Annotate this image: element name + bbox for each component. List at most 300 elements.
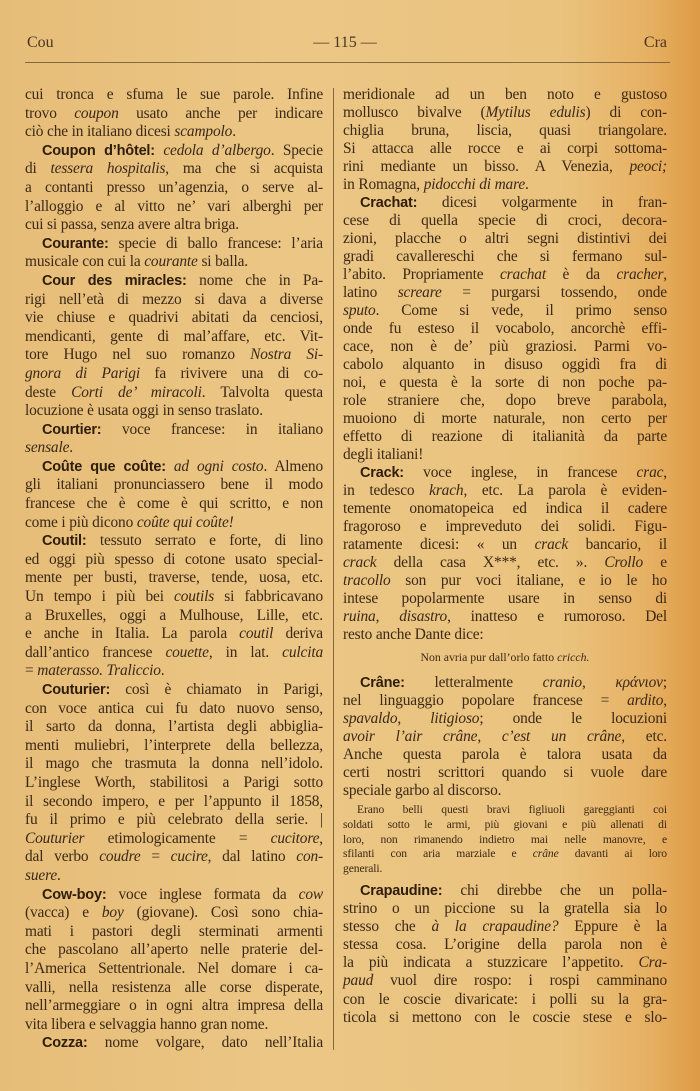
text-segment: ,	[375, 608, 400, 625]
text-segment: in Romagna,	[343, 176, 424, 193]
text-line	[343, 746, 667, 764]
headword: Coupon d’hôtel:	[42, 142, 155, 159]
text-segment: l’abito. Propriamente	[343, 266, 500, 283]
entry-first-line	[25, 235, 323, 254]
text-segment: cace, non è de’ più graziosi. Parmi vo-	[343, 338, 667, 355]
text-segment: certi nostri scrittori quando si vuole dare	[343, 764, 667, 781]
text-segment: rini mediante un bisso. A Venezia,	[343, 158, 630, 175]
text-line	[25, 495, 323, 514]
text-segment: nel linguaggio popolare francese =	[343, 692, 628, 709]
running-head-right: Cra	[643, 34, 667, 51]
text-line	[343, 572, 667, 590]
text-line	[343, 140, 667, 158]
text-segment: degli italiani!	[343, 446, 424, 463]
crane-citation	[343, 803, 667, 877]
text-segment: soldati sotto le armi, più giovani e più allenati di	[343, 817, 667, 831]
column-divider	[333, 88, 334, 1050]
italic-text: paud	[343, 972, 374, 990]
text-line	[25, 476, 323, 495]
text-line	[25, 309, 323, 328]
text-segment: fragoroso e impreveduto dei solidi. Figu-	[343, 518, 667, 535]
text-line	[25, 718, 323, 737]
text-segment: generali.	[343, 862, 383, 876]
text-segment: loro, non rimanendo indietro mai nelle manovre, e	[343, 832, 667, 846]
text-segment: . Almeno	[263, 457, 324, 475]
text-segment: .	[160, 662, 165, 680]
text-segment: ciò che in italiano dicesi	[25, 123, 175, 141]
italic-text: κράνιον	[615, 674, 663, 691]
text-line	[343, 536, 667, 554]
italic-text: coutil	[239, 625, 274, 643]
text-line	[25, 774, 323, 793]
text-segment: tore Hugo nel suo romanzo	[25, 346, 251, 364]
text-segment: . Come si vede, il primo senso	[375, 302, 667, 319]
italic-text: con-	[296, 848, 324, 866]
text-line	[343, 482, 667, 500]
text-segment: gradi cavallereschi che si fermano sul-	[343, 248, 667, 265]
text-line	[343, 392, 667, 410]
italic-text: Couturier	[25, 829, 85, 847]
text-segment: etimologicamente =	[84, 829, 271, 847]
text-segment: in tedesco	[343, 482, 430, 499]
text-line	[343, 212, 667, 230]
text-segment: con voce antica cui fu dato nuovo senso,	[25, 699, 323, 717]
italic-text: Mytilus edulis	[485, 104, 586, 121]
text-segment: tessuto serrato e forte, di lino	[86, 532, 323, 550]
text-segment: bancario, il	[568, 536, 667, 553]
text-segment: fu il primo e più celebrato della serie. |	[25, 811, 323, 829]
text-line	[343, 918, 667, 936]
text-line	[25, 811, 323, 830]
italic-text: peoci;	[629, 158, 667, 175]
text-line	[343, 954, 667, 972]
text-segment: cui si passa, senza avere altra briga.	[25, 216, 239, 234]
text-line	[25, 216, 323, 235]
text-line	[25, 904, 323, 923]
headword: Crapaudine:	[360, 883, 443, 899]
italic-text: Nostra Si-	[250, 346, 324, 364]
entry-first-line	[25, 458, 323, 477]
text-segment: latino	[343, 284, 398, 301]
text-line	[343, 500, 667, 518]
text-segment: temente onomatopeica ed indica il cadere	[343, 500, 667, 517]
text-segment: valli, nella resistenza alle corse disperate,	[25, 978, 323, 996]
italic-text: crachat	[500, 266, 546, 283]
text-segment: voce inglese, in francese	[403, 464, 637, 481]
text-segment: L’inglese Worth, stabilitosi a Parigi sotto	[25, 773, 323, 791]
text-segment: , ma che si acquista	[165, 160, 323, 178]
text-line	[343, 428, 667, 446]
text-line	[343, 554, 667, 572]
text-segment: ratamente dicesi: « un	[343, 536, 535, 553]
text-line	[343, 626, 667, 644]
text-segment: vie chiuse e quadrivi abitati da cenciosi,	[25, 309, 323, 327]
text-segment: vita libera e selvaggia hanno gran nome.	[25, 1015, 269, 1033]
italic-text: coupon	[74, 104, 119, 122]
text-segment: Eppure è la	[558, 918, 667, 936]
text-segment: la più indicata a stuzzicare l’appetito.	[343, 954, 639, 972]
headword: Coutil:	[42, 533, 87, 550]
entry-first-line	[25, 1034, 323, 1053]
text-line	[25, 384, 323, 403]
text-segment: con le coscie divaricate: i polli su la gra-	[343, 990, 667, 1008]
text-line	[343, 176, 667, 194]
text-segment: si fabbricavano	[214, 588, 323, 606]
text-line	[343, 818, 667, 833]
text-segment: resto anche Dante dice:	[343, 626, 484, 643]
italic-text: gnora di Parigi	[25, 364, 140, 382]
running-head-left: Cou	[27, 34, 54, 51]
text-line	[25, 941, 323, 960]
text-segment: menti muliebri, l’interprete della bellezza,	[25, 736, 323, 754]
text-segment: deriva	[273, 625, 323, 643]
text-segment: ,	[397, 710, 431, 727]
text-line	[343, 991, 667, 1009]
text-segment: mollusco bivalve (	[343, 104, 486, 121]
text-segment: fa rivivere una di co-	[139, 364, 323, 382]
text-line	[25, 588, 323, 607]
headword: Cow-boy:	[42, 886, 107, 903]
italic-text: crac	[636, 464, 664, 481]
text-line	[343, 782, 667, 800]
text-segment: così è chiamato in Parigi,	[110, 681, 323, 698]
text-line	[343, 230, 667, 248]
text-segment: .	[232, 123, 236, 141]
text-segment: strino o un piccione su la gratella sia lo	[343, 900, 667, 918]
text-segment: vuol dire rospo: i rospi camminano	[373, 972, 667, 990]
text-segment: nome volgare, dato nell’Italia	[87, 1034, 323, 1052]
text-line	[343, 692, 667, 710]
italic-text: materasso. Traliccio	[37, 662, 161, 680]
text-line	[343, 122, 667, 140]
text-segment: .	[69, 439, 73, 457]
text-segment: Un tempo i più bei	[25, 588, 175, 606]
text-segment: mente per busti, traverse, tende, uosa, etc.	[25, 569, 323, 587]
text-line	[343, 900, 667, 918]
italic-text: cucitore	[270, 829, 320, 847]
text-segment: .	[525, 176, 529, 193]
italic-text: ruina	[343, 608, 376, 625]
page-number: — 115 —	[313, 34, 377, 51]
text-line	[25, 105, 323, 124]
text-line	[343, 936, 667, 954]
text-segment: Si attacca alle rocce e ai corpi sottoma-	[343, 140, 667, 157]
headword: Courante:	[42, 235, 109, 252]
text-line	[25, 439, 323, 458]
text-line	[343, 728, 667, 746]
italic-text: culcita	[282, 643, 323, 661]
text-segment: nell’armeggiare o in ogni altra impresa della	[25, 997, 323, 1015]
text-segment: . Talvolta questa	[201, 383, 323, 401]
text-segment: ,	[663, 692, 667, 709]
text-line	[25, 923, 323, 942]
italic-text: tracollo	[343, 572, 391, 589]
text-line	[25, 346, 323, 365]
italic-text: Cra-	[638, 954, 667, 972]
text-line	[25, 700, 323, 719]
italic-text: crack	[534, 536, 569, 553]
text-line	[343, 158, 667, 176]
text-line	[343, 338, 667, 356]
text-line	[25, 662, 323, 681]
text-segment: Anche questa parola è talora usata da	[343, 746, 667, 763]
text-line	[343, 590, 667, 608]
text-segment: Erano belli questi bravi figliuoli gareggianti coi	[357, 803, 667, 816]
text-segment	[166, 458, 174, 475]
text-line	[25, 291, 323, 310]
text-line	[25, 123, 323, 142]
text-segment: il mago che trasmuta la donna nell’idolo.	[25, 755, 323, 773]
text-line	[343, 374, 667, 392]
italic-text: coutils	[174, 588, 215, 606]
text-line	[25, 86, 323, 105]
text-segment: della casa X***, etc. ».	[376, 554, 605, 571]
text-line	[25, 644, 323, 663]
text-segment: intese popolarmente usare in senso di	[343, 590, 667, 607]
italic-text: cricch.	[557, 650, 590, 664]
italic-text: suere	[25, 866, 58, 884]
text-segment: (giovane). Così sono chia-	[123, 904, 324, 922]
text-segment: il sarto da donna, l’artista degli abbiglia-	[25, 718, 323, 736]
italic-text: scampolo	[174, 123, 233, 141]
entry-first-line	[25, 681, 323, 700]
entry-first-line	[25, 272, 323, 291]
text-segment: = purgarsi tossendo, onde	[441, 284, 667, 301]
entry-first-line	[25, 421, 323, 440]
text-line	[343, 1009, 667, 1027]
italic-text: coudre	[99, 848, 141, 866]
text-line	[25, 830, 323, 849]
text-segment: =	[25, 662, 38, 680]
headword: Crâne:	[360, 675, 405, 691]
text-line	[343, 710, 667, 728]
text-line	[25, 402, 323, 421]
headword: Courtier:	[42, 421, 102, 438]
italic-text: couette	[165, 643, 209, 661]
text-segment: il secondo impero, e per l’appunto il 1858,	[25, 792, 323, 810]
text-segment: voce inglese formata da	[106, 885, 299, 903]
text-line	[25, 848, 323, 867]
text-line	[25, 1016, 323, 1035]
italic-text: boy	[101, 904, 124, 922]
text-line	[343, 764, 667, 782]
italic-text: à la crapaudine?	[431, 918, 559, 936]
italic-text: courante	[144, 253, 198, 271]
text-segment: è da	[545, 266, 617, 283]
italic-text: avoir l’air crâne	[343, 728, 478, 745]
italic-text: litigioso	[430, 710, 480, 727]
text-segment: , etc.	[621, 728, 667, 745]
text-line	[343, 266, 667, 284]
italic-text: ad ogni costo	[173, 457, 264, 475]
headword: Crachat:	[360, 195, 418, 211]
text-segment: ,	[477, 728, 502, 745]
text-segment: ,	[663, 464, 667, 481]
text-segment: rigi nell’età di mezzo si dava a diverse	[25, 290, 323, 308]
right-column-crane	[343, 674, 667, 800]
text-segment: trovo	[25, 104, 75, 122]
text-segment: , inatteso e rumoroso. Del	[447, 608, 667, 625]
italic-text: crâne	[532, 847, 559, 861]
text-segment: chi direbbe che un polla-	[442, 882, 667, 899]
text-segment: l’alloggio e al vitto ne’ vari alberghi per	[25, 197, 323, 215]
text-segment: Non avria pur dall’orlo fatto	[420, 650, 558, 664]
italic-text: sensale	[25, 439, 70, 457]
text-segment: ,	[319, 829, 323, 847]
text-segment: chiglia bruna, liscia, quasi triangolare.	[343, 122, 667, 139]
text-segment: cese di quella specie di croci, decora-	[343, 212, 667, 229]
text-segment: zioni, placche o altri segni distintivi dei	[343, 230, 667, 247]
text-segment: ; onde le locuzioni	[479, 710, 667, 727]
text-segment: e anche in Italia. La parola	[25, 625, 240, 643]
text-line	[25, 979, 323, 998]
text-line	[25, 365, 323, 384]
text-segment: di	[25, 160, 51, 178]
text-segment: speciale garbo al discorso.	[343, 782, 502, 799]
text-line	[25, 179, 323, 198]
text-segment: noi, e questa è la sorte di non poche pa-	[343, 374, 667, 391]
headword: Crack:	[360, 465, 404, 481]
text-segment: come i più dicono	[25, 513, 137, 531]
text-line	[25, 328, 323, 347]
text-line	[343, 833, 667, 848]
italic-text: c’est un crâne	[501, 728, 622, 745]
text-segment: cui tronca e sfuma le sue parole. Infine	[25, 86, 323, 103]
text-segment: ,	[663, 266, 667, 283]
header-rule	[25, 62, 670, 63]
text-segment: dal verbo	[25, 848, 100, 866]
text-segment: role straniere che, dopo breve parabola,	[343, 392, 667, 409]
text-line	[25, 253, 323, 272]
text-line	[343, 302, 667, 320]
text-segment: . Specie	[270, 141, 323, 159]
text-segment: francese che è come è qui scritto, e non	[25, 495, 323, 513]
text-segment: mendicanti, gente di mal’affare, etc. Vit-	[25, 327, 323, 345]
text-line	[343, 862, 667, 877]
italic-text: cedola d’albergo	[163, 141, 271, 159]
text-line	[25, 867, 323, 886]
italic-text: ardito	[627, 692, 664, 709]
left-column	[25, 86, 323, 1053]
text-segment: voce francese: in italiano	[101, 420, 323, 438]
text-line	[343, 518, 667, 536]
right-column-crapaudine	[343, 882, 667, 1027]
text-line	[343, 410, 667, 428]
text-line	[343, 608, 667, 626]
italic-text: Crollo	[604, 554, 644, 571]
italic-text: sputo	[343, 302, 376, 319]
text-segment: , in lat.	[208, 643, 283, 661]
text-line	[343, 356, 667, 374]
text-segment: dall’antico francese	[25, 643, 166, 661]
italic-text: pidocchi di mare	[423, 176, 526, 193]
text-segment: (vacca) e	[25, 904, 102, 922]
text-segment: , etc. La parola è eviden-	[463, 482, 667, 499]
text-segment: ) di con-	[585, 104, 667, 121]
text-segment: mati i pastori degli sterminati armenti	[25, 922, 323, 940]
headword: Cour des miracles:	[42, 272, 187, 289]
right-column-crachat-crack	[343, 86, 667, 644]
entry-first-line	[25, 886, 323, 905]
text-line	[25, 960, 323, 979]
text-line	[343, 248, 667, 266]
text-segment: deste	[25, 383, 72, 401]
headword: Cozza:	[42, 1035, 88, 1052]
entry-first-line	[25, 532, 323, 551]
italic-text: crack	[343, 554, 377, 571]
entry-first-line	[343, 464, 667, 482]
text-segment: specie di ballo francese: l’aria	[108, 234, 323, 252]
italic-text: spavaldo	[343, 710, 398, 727]
text-line	[25, 198, 323, 217]
text-segment: si balla.	[197, 253, 248, 271]
entry-first-line	[343, 194, 667, 212]
text-segment: l’America Settentrionale. Nel domare i ca-	[25, 959, 323, 977]
text-line	[25, 997, 323, 1016]
headword: Coûte que coûte:	[42, 458, 166, 475]
text-line	[25, 625, 323, 644]
text-segment: ,	[581, 674, 616, 691]
italic-text: screare	[397, 284, 442, 301]
text-segment: musicale con cui la	[25, 253, 145, 271]
text-segment: nome che in Pa-	[186, 271, 323, 289]
text-segment: .	[57, 866, 61, 884]
text-segment: dicesi volgarmente in fran-	[417, 194, 667, 211]
entry-first-line	[343, 882, 667, 900]
italic-text: krach	[429, 482, 464, 499]
italic-text: tessera hospitalis	[50, 160, 166, 178]
text-line	[25, 569, 323, 588]
text-line	[343, 284, 667, 302]
text-line	[343, 446, 667, 464]
italic-text: coûte qui coûte!	[136, 513, 234, 531]
italic-text: cow	[298, 885, 323, 903]
text-segment: stesso che	[343, 918, 432, 936]
text-segment: son pur voci italiane, e io le ho	[390, 572, 667, 589]
headword: Couturier:	[42, 682, 111, 698]
text-segment: che pascolano all’aperto nelle praterie del-	[25, 941, 323, 959]
text-segment: a contanti presso un’agenzia, o serve al-	[25, 178, 323, 196]
text-segment: sfilanti con aria marziale e	[343, 847, 533, 861]
text-segment: e	[643, 554, 667, 571]
text-line	[343, 86, 667, 104]
italic-text: cranio	[542, 674, 582, 691]
text-segment: ;	[662, 674, 667, 691]
text-segment: cabolo alquanto in disuso oggidì fra di	[343, 356, 667, 373]
text-segment: muoiono di morte naturale, non certo per	[343, 410, 667, 427]
entry-first-line	[343, 803, 667, 818]
text-line	[343, 972, 667, 990]
text-segment: letteralmente	[404, 674, 543, 691]
text-line	[25, 737, 323, 756]
text-segment: usato anche per indicare	[118, 104, 323, 122]
text-segment: a Bruxelles, oggi a Mulhouse, Lille, etc.	[25, 606, 323, 624]
text-segment: =	[140, 848, 171, 866]
text-segment: davanti ai loro	[558, 847, 667, 861]
text-segment: effetto di reazione di italianità da parte	[343, 428, 667, 445]
text-segment: onde fu esteso il vocabolo, ancorchè effi-	[343, 320, 667, 337]
italic-text: cracher	[616, 266, 664, 283]
text-segment: locuzione è usata oggi in senso traslato.	[25, 402, 263, 420]
text-line	[343, 847, 667, 862]
dante-quote	[343, 650, 667, 665]
text-line	[25, 551, 323, 570]
text-line	[25, 793, 323, 812]
text-segment: ed oggi più spesso di cotone usato special-	[25, 550, 323, 568]
italic-text: Corti de’ miracoli	[71, 383, 202, 401]
text-segment: ticola si mettono con le coscie stese e slo-	[343, 1008, 667, 1026]
text-segment: , dal latino	[207, 848, 297, 866]
